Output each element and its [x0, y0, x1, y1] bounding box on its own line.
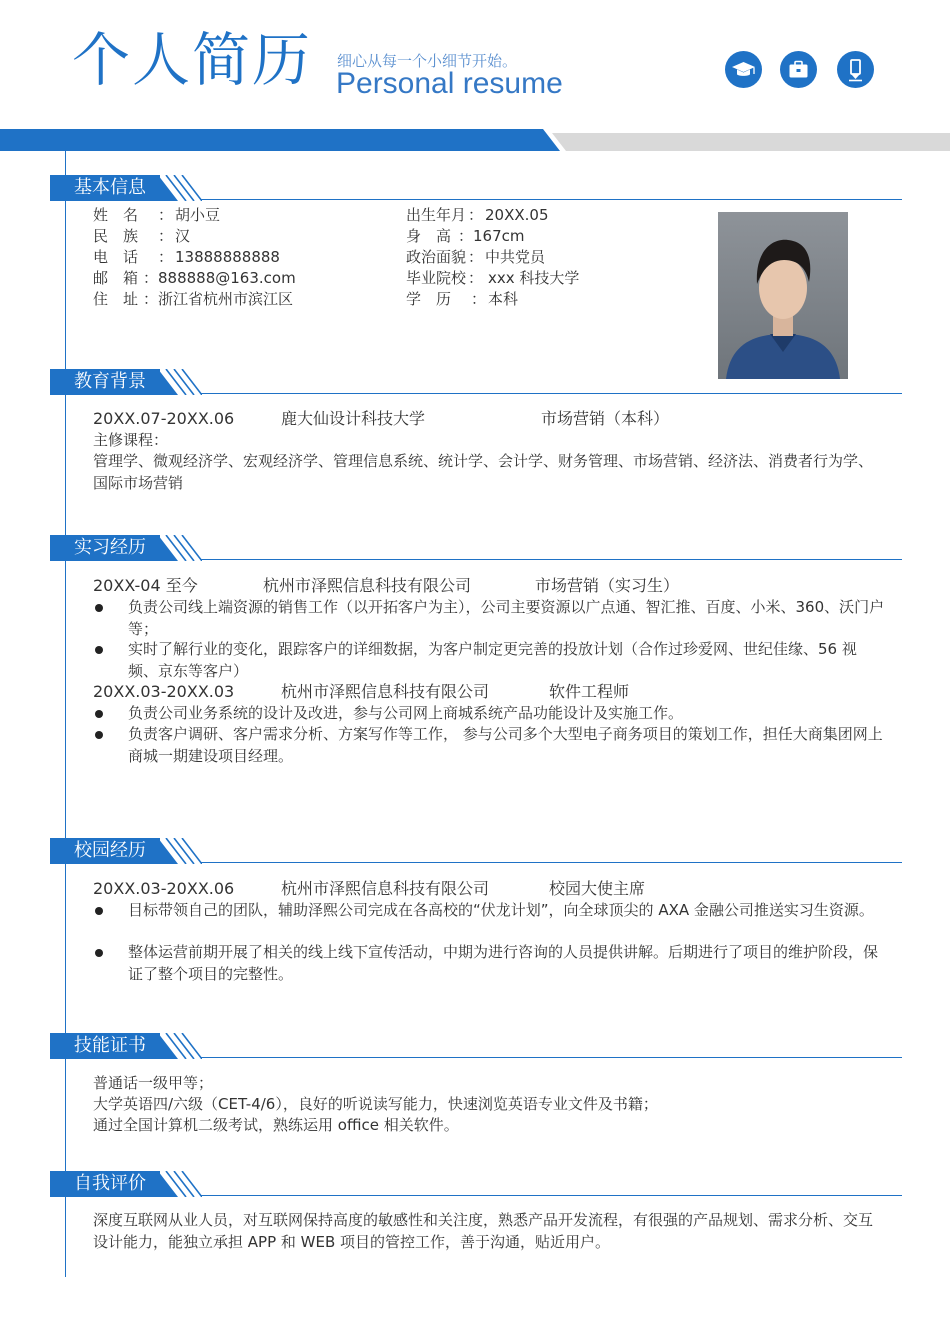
info-label: 住 址	[93, 290, 139, 308]
info-ethnicity: 汉	[175, 227, 191, 245]
section-title: 基本信息	[74, 177, 146, 198]
info-birth: 20XX.05	[485, 206, 549, 224]
section-title: 教育背景	[74, 371, 146, 392]
skill-line: 通过全国计算机二级考试，熟练运用 office 相关软件。	[93, 1116, 459, 1134]
edu-date: 20XX.07-20XX.06	[93, 409, 235, 428]
job-company: 杭州市泽熙信息科技有限公司	[263, 576, 472, 595]
pencil-icon	[837, 51, 874, 88]
campus-date: 20XX.03-20XX.06	[93, 879, 235, 898]
list-item	[93, 942, 885, 985]
list-item	[93, 597, 885, 640]
info-sep: ：	[468, 248, 484, 266]
section-header-education	[50, 367, 902, 395]
list-item	[93, 724, 885, 767]
info-name: 胡小豆	[175, 206, 221, 224]
info-email: 888888@163.com	[158, 269, 296, 287]
bullet-text: 负责公司业务系统的设计及改进，参与公司网上商城系统产品功能设计及实施工作。	[128, 704, 684, 722]
edu-courses: 管理学、微观经济学、宏观经济学、管理信息系统、统计学、会计学、财务管理、市场营销、经济法、消费者行为学、国际市场营销	[93, 452, 874, 492]
info-politics: 中共党员	[485, 248, 546, 266]
info-label: 民 族	[93, 227, 139, 245]
section-header-self	[50, 1169, 902, 1197]
bullet-icon	[95, 646, 103, 654]
section-header-campus	[50, 836, 902, 864]
list-item	[93, 900, 885, 922]
bullet-icon	[95, 949, 103, 957]
info-sep: ：	[143, 290, 159, 308]
info-sep: ：	[468, 206, 484, 224]
edu-courses-label: 主修课程：	[93, 431, 169, 449]
bullet-text: 目标带领自己的团队，辅助泽熙公司完成在各高校的“伏龙计划”，向全球顶尖的 AXA 金融公司推送实习生资源。	[128, 901, 874, 919]
job-date: 20XX.03-20XX.03	[93, 682, 235, 701]
job-role: 市场营销（实习生）	[535, 576, 680, 595]
bullet-text: 整体运营前期开展了相关的线上线下宣传活动，中期为进行咨询的人员提供讲解。后期进行了项目的维护阶段，保证了整个项目的完整性。	[128, 943, 879, 983]
info-sep: ：	[458, 227, 474, 245]
info-school: xxx 科技大学	[488, 269, 580, 287]
info-degree: 本科	[488, 290, 519, 308]
info-sep: ：	[158, 227, 174, 245]
info-height: 167cm	[473, 227, 525, 245]
job-date: 20XX-04 至今	[93, 576, 198, 595]
bullet-icon	[95, 604, 103, 612]
bullet-icon	[95, 907, 103, 915]
header-banner-gray	[552, 133, 950, 151]
info-label: 电 话	[93, 248, 139, 266]
info-phone: 13888888888	[175, 248, 280, 266]
info-sep: ：	[143, 269, 159, 287]
campus-company: 杭州市泽熙信息科技有限公司	[281, 879, 490, 898]
briefcase-icon	[780, 51, 817, 88]
section-header-internship	[50, 533, 902, 561]
info-label: 邮 箱	[93, 269, 139, 287]
bullet-text: 实时了解行业的变化，跟踪客户的详细数据，为客户制定更完善的投放计划（合作过珍爱网、世纪佳缘、56 视频、京东等客户）	[128, 640, 857, 680]
section-header-basic	[50, 173, 902, 201]
section-header-skills	[50, 1031, 902, 1059]
campus-role: 校园大使主席	[549, 879, 646, 898]
page-subtitle: 细心从每一个小细节开始。	[337, 52, 518, 70]
list-item	[93, 639, 885, 682]
section-title: 校园经历	[74, 840, 146, 861]
skill-line: 大学英语四/六级（CET-4/6），良好的听说读写能力，快速浏览英语专业文件及书籍；	[93, 1095, 658, 1113]
info-address: 浙江省杭州市滨江区	[158, 290, 294, 308]
info-label: 出生年月	[406, 206, 467, 224]
section-title: 自我评价	[74, 1173, 146, 1194]
bullet-icon	[95, 731, 103, 739]
header-banner	[0, 129, 560, 151]
bullet-text: 负责公司线上端资源的销售工作（以开拓客户为主），公司主要资源以广点通、智汇推、百度、小米、360、沃门户等；	[128, 598, 885, 638]
info-sep: ：	[471, 290, 487, 308]
graduation-cap-icon	[725, 51, 762, 88]
info-label: 政治面貌	[406, 248, 467, 266]
bullet-icon	[95, 710, 103, 718]
edu-major: 市场营销（本科）	[541, 409, 670, 428]
section-title: 技能证书	[74, 1035, 146, 1056]
job-role: 软件工程师	[549, 682, 630, 701]
info-sep: ：	[158, 206, 174, 224]
timeline-line	[65, 149, 66, 1277]
job-company: 杭州市泽熙信息科技有限公司	[281, 682, 490, 701]
edu-school: 鹿大仙设计科技大学	[281, 409, 426, 428]
info-sep: ：	[468, 269, 484, 287]
skill-line: 普通话一级甲等；	[93, 1074, 214, 1092]
info-label: 毕业院校	[406, 269, 467, 287]
page-subtitle-en: Personal resume	[336, 67, 563, 100]
self-evaluation: 深度互联网从业人员，对互联网保持高度的敏感性和关注度，熟悉产品开发流程，有很强的产品规划、需求分析、交互设计能力，能独立承担 APP 和 WEB 项目的管控工作，善于沟通，贴近用户。	[93, 1211, 874, 1251]
profile-photo	[718, 212, 848, 379]
info-label: 学 历	[406, 290, 452, 308]
bullet-text: 负责客户调研、客户需求分析、方案写作等工作， 参与公司多个大型电子商务项目的策划工作，担任大商集团网上商城一期建设项目经理。	[128, 725, 883, 765]
list-item	[93, 703, 885, 725]
info-label: 姓 名	[93, 206, 139, 224]
info-label: 身 高	[406, 227, 452, 245]
section-title: 实习经历	[74, 537, 146, 558]
info-sep: ：	[158, 248, 174, 266]
page-title: 个人简历	[72, 26, 313, 94]
